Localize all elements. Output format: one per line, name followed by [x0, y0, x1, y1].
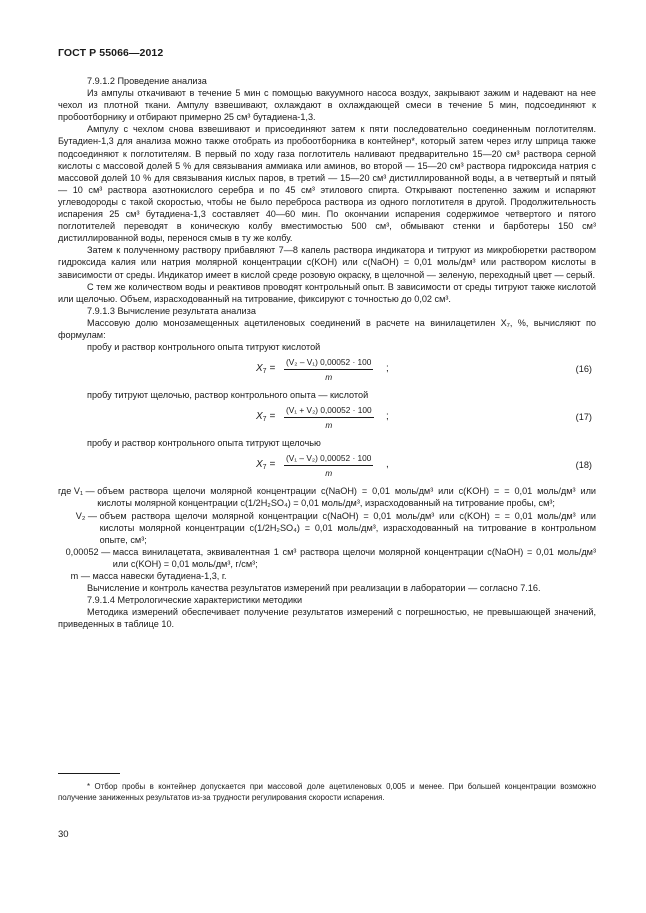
formula-lhs: $X_7$ = [256, 411, 276, 424]
formula-denominator: m [325, 468, 333, 479]
formula-number: (16) [575, 364, 592, 375]
footnote-separator [58, 773, 120, 774]
formula-17 [58, 404, 596, 434]
section-heading: 7.9.1.2 Проведение анализа [87, 76, 207, 86]
paragraph: С тем же количеством воды и реактивов проводят контрольный опыт. В зависимости от среды титруют также кислотой или щелочью. Объем, израсходованный на титрование, фиксируют с точностью до 0,02 см³. [58, 281, 596, 304]
standard-header: ГОСТ Р 55066—2012 [58, 47, 164, 59]
page-number: 30 [58, 829, 69, 840]
definition-term: m — [58, 571, 93, 581]
formula-condition: пробу и раствор контрольного опыта титруют кислотой [87, 342, 321, 353]
paragraph: Массовую долю монозамещенных ацетиленовых соединений в расчете на винилацетилен X₇, %, вычисляют по формулам: [58, 317, 596, 340]
formula-lhs: $X_7$ = [256, 459, 276, 472]
definition-term: 0,00052 — [58, 546, 113, 557]
formula-16 [58, 356, 596, 386]
formula-fraction [284, 356, 373, 383]
formula-denominator: m [325, 420, 333, 431]
formula-18 [58, 452, 596, 482]
formula-numerator: (V₁ + V₂) 0,00052 · 100 [284, 404, 374, 418]
formula-lhs: $X_7$ = [256, 363, 276, 376]
paragraph: Методика измерений обеспечивает получение результатов измерений с погрешностью, не превышающей значений, приведенных в таблице 10. [58, 607, 596, 630]
paragraph: Ампулу с чехлом снова взвешивают и присоединяют затем к пяти последовательно соединенным поглотителям. Бутадиен-1,3 для анализа можно также отобрать из пробоотборника в контейнер*, который затем через иглу шприца также подсоединяют к поглотителям. В первый по ходу газа поглотитель наливают предварительно 15—20 см³ раствора серной кислоты с массовой долей 5 % для связывания аммиака или аминов, во второй — 15—20 см³ раствора гидроксида натрия с массовой долей 10 % для связывания кислых паров, в третий — 15—20 см³ дистиллированной воды, а в четвертый и пятый — 10 см³ раствора азотнокислого серебра и по 45 см³ этилового спирта. Открывают постепенно зажим и испаряют углеводороды с такой скоростью, чтобы не было переброса раствора из одного поглотителя в другой. Продолжительность испарения 25 см³ бутадиена-1,3 составляет 40—60 мин. По окончании испарения содержимое четвертого и пятого поглотителей переводят в коническую колбу вместимостью 500 см³, обмывают стенки и барботеры 150 см³ дистиллированной воды, перенося смыв в ту же колбу. [58, 124, 596, 244]
definition-text: объем раствора щелочи молярной концентрации c(NaOH) = 0,01 моль/дм³ или c(KOH) = = 0,01 моль/дм³ или кислоты молярной концентрации c(1/2H₂SO₄) = 0,01 моль/дм³, израсходованный на титрование в контрольном опыте, см³; [99, 510, 596, 545]
section-heading: 7.9.1.4 Метрологические характеристики методики [87, 595, 303, 606]
definition-item [58, 485, 596, 509]
definition-text: масса винилацетата, эквивалентная 1 см³ раствора щелочи молярной концентрации c(NaOH) = 0,01 моль/дм³ или c(KOH) = 0,01 моль/дм³, г/см³; [112, 546, 596, 569]
definition-term: где V₁ — [58, 486, 98, 497]
main-text [58, 75, 596, 630]
paragraph: Из ампулы откачивают в течение 5 мин с помощью вакуумного насоса воздух, закрывают зажим и надевают на нее чехол из плотной ткани. Ампулу взвешивают, охлаждают в охлаждающей смеси в течение 5 мин, подсоединяют к пробоотборнику и отбирают примерно 25 см³ бутадиена-1,3. [58, 88, 596, 123]
formula-condition: пробу и раствор контрольного опыта титруют щелочью [87, 438, 321, 449]
formula-number: (18) [575, 460, 592, 471]
formula-punctuation: ; [386, 411, 389, 423]
definition-text: объем раствора щелочи молярной концентрации c(NaOH) = 0,01 моль/дм³ или c(KOH) = = 0,01 моль/дм³ или кислоты молярной концентрации c(1/2H₂SO₄) = 0,01 моль/дм³, израсходованный на титрование пробы, см³; [97, 486, 596, 509]
formula-number: (17) [575, 412, 592, 423]
formula-fraction [284, 452, 373, 479]
footnote: * Отбор пробы в контейнер допускается при массовой доле ацетиленовых 0,005 и менее. При большей концентрации возможно получение заниженных результатов из-за трудности регулирования скорости испарения. [58, 782, 596, 803]
formula-fraction [284, 404, 374, 431]
section-heading: 7.9.1.3 Вычисление результата анализа [87, 305, 256, 316]
definition-item [58, 570, 596, 582]
formula-punctuation: ; [386, 363, 389, 375]
formula-denominator: m [325, 372, 333, 383]
paragraph: Затем к полученному раствору прибавляют 7—8 капель раствора индикатора и титруют из микробюретки раствором гидроксида калия или натрия молярной концентрации c(KOH) или c(NaOH) = 0,01 моль/дм³ или раствором кислоты в зависимости от среды. Индикатор имеет в кислой среде розовую окраску, в щелочной — зеленую, переходный цвет — серый. [58, 245, 596, 280]
definition-text: масса навески бутадиена-1,3, г. [92, 571, 227, 581]
definition-item [58, 546, 596, 570]
formula-condition: пробу титруют щелочью, раствор контрольного опыта — кислотой [87, 390, 369, 401]
formula-numerator: (V₂ – V₁) 0,00052 · 100 [284, 356, 373, 370]
formula-punctuation: , [386, 459, 389, 471]
paragraph: Вычисление и контроль качества результатов измерений при реализации в лаборатории — согласно 7.16. [87, 583, 541, 594]
definition-item [58, 510, 596, 546]
formula-numerator: (V₁ – V₂) 0,00052 · 100 [284, 452, 373, 466]
definition-term: V₂ — [58, 510, 100, 521]
